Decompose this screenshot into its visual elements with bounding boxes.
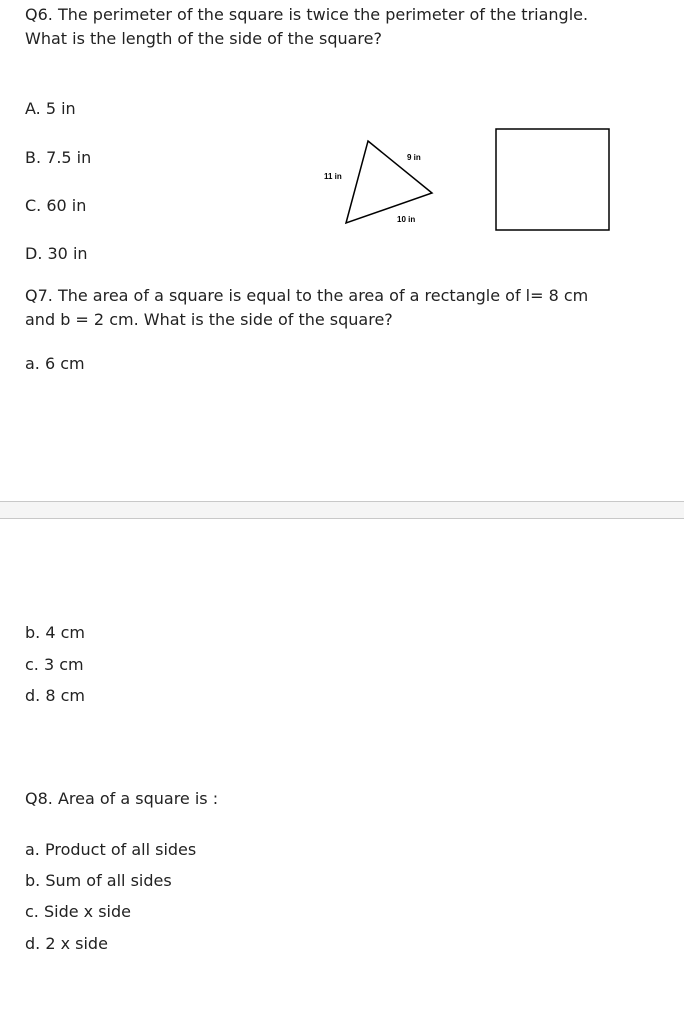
page-separator [0,501,684,519]
q6-question-line-2: What is the length of the side of the square? [25,29,382,48]
q7-question-line-2: and b = 2 cm. What is the side of the square? [25,310,393,329]
q8-option-a: a. Product of all sides [25,840,197,859]
triangle-label-left: 11 in [324,172,342,181]
triangle-label-bottom: 10 in [397,215,416,224]
q7-option-a: a. 6 cm [25,354,85,373]
q7-option-c: c. 3 cm [25,655,84,674]
q7-option-b: b. 4 cm [25,623,85,642]
q6-figure [310,120,630,240]
q7-option-d: d. 8 cm [25,686,85,705]
q6-option-c: C. 60 in [25,196,87,215]
q6-option-b: B. 7.5 in [25,148,92,167]
q8-option-d: d. 2 x side [25,934,108,953]
square-shape [496,129,609,230]
triangle-label-right: 9 in [407,153,421,162]
q8-option-c: c. Side x side [25,902,131,921]
q6-option-d: D. 30 in [25,244,88,263]
q6-option-a: A. 5 in [25,99,76,118]
q8-question: Q8. Area of a square is : [25,789,219,808]
q7-question-line-1: Q7. The area of a square is equal to the area of a rectangle of l= 8 cm [25,286,589,305]
q6-question-line-1: Q6. The perimeter of the square is twice the perimeter of the triangle. [25,5,589,24]
q8-option-b: b. Sum of all sides [25,871,172,890]
